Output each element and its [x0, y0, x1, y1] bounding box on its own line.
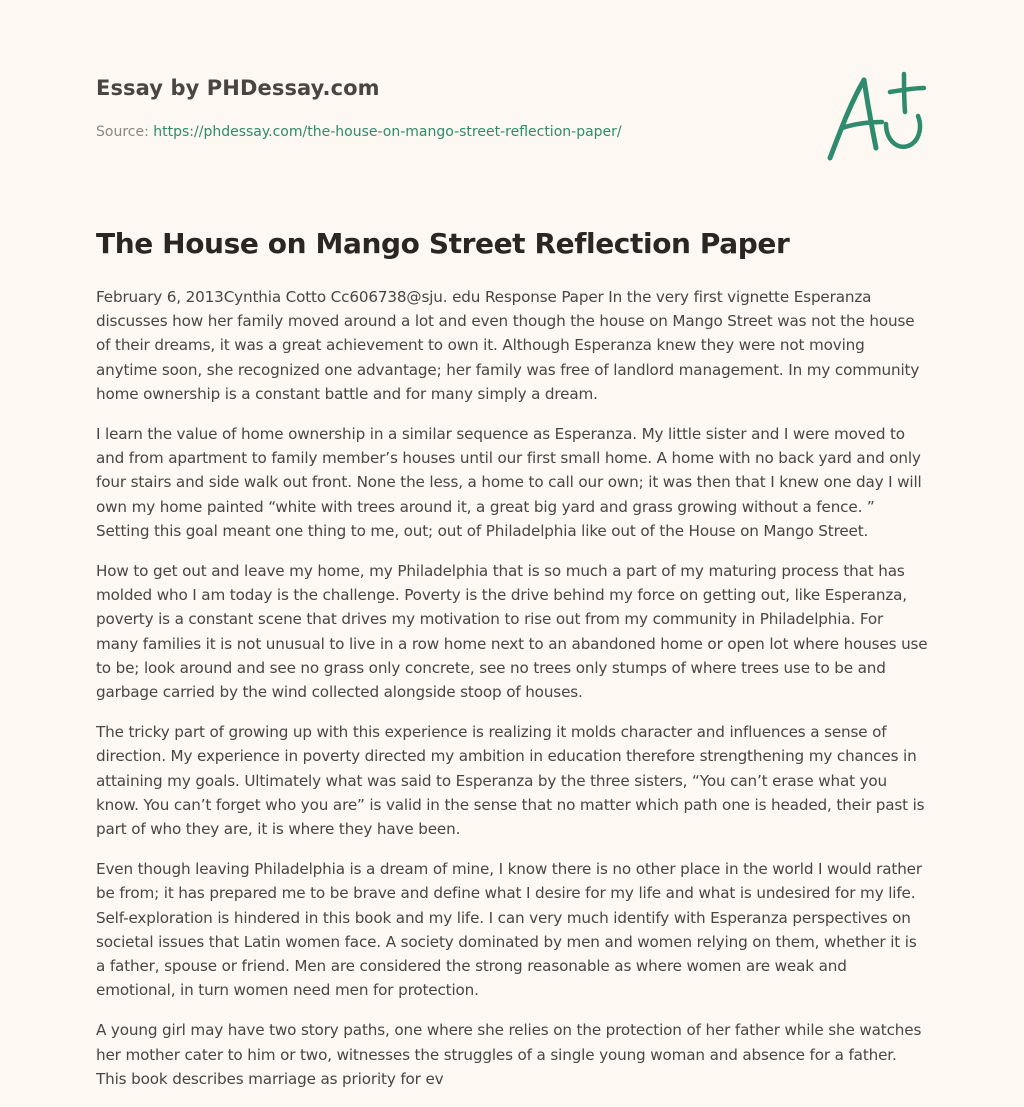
- essay-title: The House on Mango Street Reflection Paper: [96, 227, 790, 260]
- source-label: Source:: [96, 124, 154, 140]
- essay-paragraph: I learn the value of home ownership in a similar sequence as Esperanza. My little sister and I were moved to and from apartment to family member’s houses until our first small home. A home with no back yard and only four stairs and side walk out front. None the less, a home to call our own; it was then that I knew one day I will own my home painted “white with trees around it, a great big yard and grass growing without a fence. ” Setting this goal meant one thing to me, out; out of Philadelphia like out of the House on Mango Street.: [96, 425, 922, 540]
- a-plus-logo-icon: [818, 66, 930, 166]
- essay-paragraph: How to get out and leave my home, my Philadelphia that is so much a part of my maturing process that has molded who I am today is the challenge. Poverty is the drive behind my force on getting out, like Esperanza, poverty is a constant scene that drives my motivation to rise out from my community in Philadelphia. For many families it is not unusual to live in a row home next to an abandoned home or open lot where houses use to be; look around and see no grass only concrete, see no trees only stumps of where trees use to be and garbage carried by the wind collected alongside stoop of houses.: [96, 562, 928, 702]
- site-brand: Essay by PHDessay.com: [96, 76, 380, 100]
- essay-paragraph: A young girl may have two story paths, one where she relies on the protection of her father while she watches her mother cater to him or two, witnesses the struggles of a single young woman and absence for a father. This book describes marriage as priority for ev: [96, 1021, 922, 1088]
- source-link[interactable]: https://phdessay.com/the-house-on-mango-street-reflection-paper/: [153, 124, 622, 140]
- essay-paragraph: Even though leaving Philadelphia is a dream of mine, I know there is no other place in the world I would rather be from; it has prepared me to be brave and define what I desire for my life and what is undesired for my life. Self-exploration is hindered in this book and my life. I can very much identify with Esperanza perspectives on societal issues that Latin women face. A society dominated by men and women relying on them, whether it is a father, spouse or friend. Men are considered the strong reasonable as where women are weak and emotional, in turn women need men for protection.: [96, 860, 922, 1000]
- essay-body: [96, 285, 928, 1107]
- source-line: [96, 124, 622, 140]
- essay-paragraph: February 6, 2013Cynthia Cotto Cc606738@sju. edu Response Paper In the very first vignette Esperanza discusses how her family moved around a lot and even though the house on Mango Street was not the house of their dreams, it was a great achievement to own it. Although Esperanza knew they were not moving anytime soon, she recognized one advantage; her family was free of landlord management. In my community home ownership is a constant battle and for many simply a dream.: [96, 288, 920, 403]
- essay-paragraph: The tricky part of growing up with this experience is realizing it molds character and influences a sense of direction. My experience in poverty directed my ambition in education therefore strengthening my chances in attaining my goals. Ultimately what was said to Esperanza by the three sisters, “You can’t erase what you know. You can’t forget who you are” is valid in the sense that no matter which path one is headed, their past is part of who they are, it is where they have been.: [96, 723, 925, 839]
